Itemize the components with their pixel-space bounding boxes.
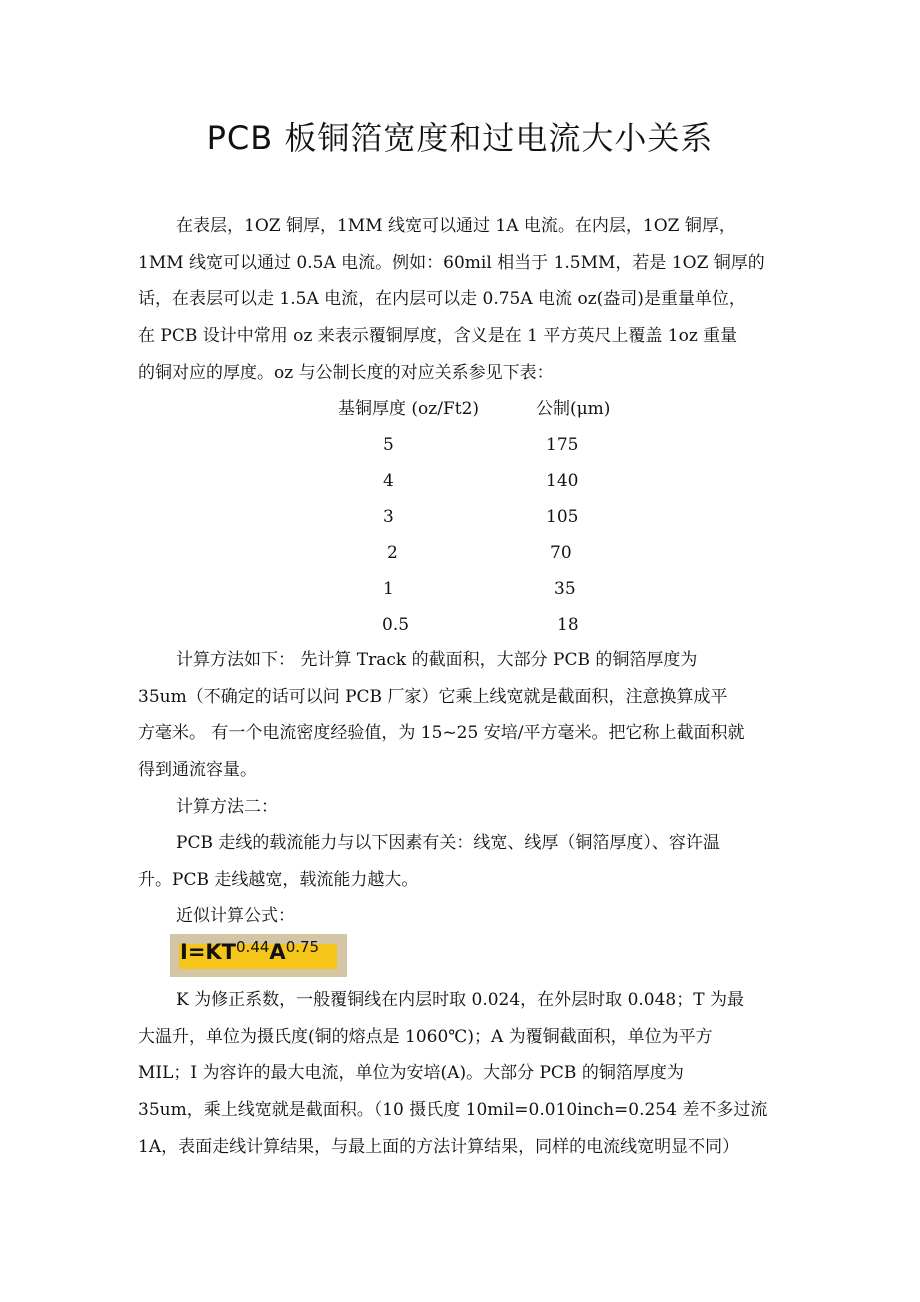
table-cell-metric: 18 xyxy=(557,615,579,635)
formula-area: A xyxy=(269,940,286,964)
intro-line: 话，在表层可以走 1.5A 电流，在内层可以走 0.75A 电流 oz(盎司)是重量单位， xyxy=(138,289,746,310)
table-cell-oz: 3 xyxy=(383,507,394,527)
explain-line: MIL；I 为容许的最大电流，单位为安培(A)。大部分 PCB 的铜箔厚度为 xyxy=(138,1063,684,1084)
table-cell-oz: 0.5 xyxy=(382,615,410,635)
formula-lhs: I=KT xyxy=(180,940,237,964)
table-cell-oz: 5 xyxy=(383,435,394,455)
page-title: PCB 板铜箔宽度和过电流大小关系 xyxy=(206,119,714,157)
table-cell-metric: 70 xyxy=(550,543,572,563)
method1-line: 方毫米。 有一个电流密度经验值，为 15~25 安培/平方毫米。把它称上截面积就 xyxy=(138,723,745,744)
table-cell-oz: 4 xyxy=(383,471,394,491)
table-cell-metric: 35 xyxy=(554,579,576,599)
method1-paragraph xyxy=(138,642,788,789)
explain-paragraph xyxy=(138,982,788,1166)
intro-line: 在 PCB 设计中常用 oz 来表示覆铜厚度，含义是在 1 平方英尺上覆盖 1oz 重量 xyxy=(138,326,738,347)
table-cell-metric: 105 xyxy=(546,507,579,527)
table-cell-metric: 140 xyxy=(546,471,579,491)
table-cell-oz: 1 xyxy=(383,579,394,599)
formula-heading: 近似计算公式： xyxy=(176,906,295,926)
method1-line: 得到通流容量。 xyxy=(138,760,257,781)
table-cell-metric: 175 xyxy=(546,435,579,455)
explain-line: 35um，乘上线宽就是截面积。（10 摄氏度 10mil=0.010inch=0.254 差不多过流 xyxy=(138,1100,768,1121)
formula-exponent-2: 0.75 xyxy=(285,938,320,956)
explain-line: K 为修正系数，一般覆铜线在内层时取 0.024，在外层时取 0.048；T 为最 xyxy=(176,990,744,1010)
method2-line: 升。PCB 走线越宽，载流能力越大。 xyxy=(138,869,419,890)
intro-line: 在表层，1OZ 铜厚，1MM 线宽可以通过 1A 电流。在内层，1OZ 铜厚， xyxy=(176,216,736,236)
intro-line: 1MM 线宽可以通过 0.5A 电流。例如：60mil 相当于 1.5MM，若是 1OZ 铜厚的 xyxy=(138,252,765,273)
intro-line: 的铜对应的厚度。oz 与公制长度的对应关系参见下表： xyxy=(138,362,554,383)
formula-text xyxy=(180,937,319,967)
intro-paragraph xyxy=(138,208,788,392)
explain-line: 大温升，单位为摄氏度(铜的熔点是 1060℃)；A 为覆铜截面积，单位为平方 xyxy=(138,1026,713,1047)
table-header-oz: 基铜厚度 (oz/Ft2) xyxy=(338,399,480,419)
formula-image xyxy=(170,934,347,977)
explain-line: 1A，表面走线计算结果，与最上面的方法计算结果，同样的电流线宽明显不同） xyxy=(138,1136,740,1157)
method1-line: 计算方法如下： 先计算 Track 的截面积，大部分 PCB 的铜箔厚度为 xyxy=(176,650,698,670)
method2-heading: 计算方法二： xyxy=(176,797,278,817)
method2-line: PCB 走线的载流能力与以下因素有关：线宽、线厚（铜箔厚度）、容许温 xyxy=(176,833,720,853)
method1-line: 35um（不确定的话可以问 PCB 厂家）它乘上线宽就是截面积，注意换算成平 xyxy=(138,686,728,707)
formula-exponent-1: 0.44 xyxy=(236,938,270,956)
method2-paragraph xyxy=(138,825,788,898)
table-header-metric: 公制(μm) xyxy=(536,399,611,419)
table-cell-oz: 2 xyxy=(387,543,398,563)
